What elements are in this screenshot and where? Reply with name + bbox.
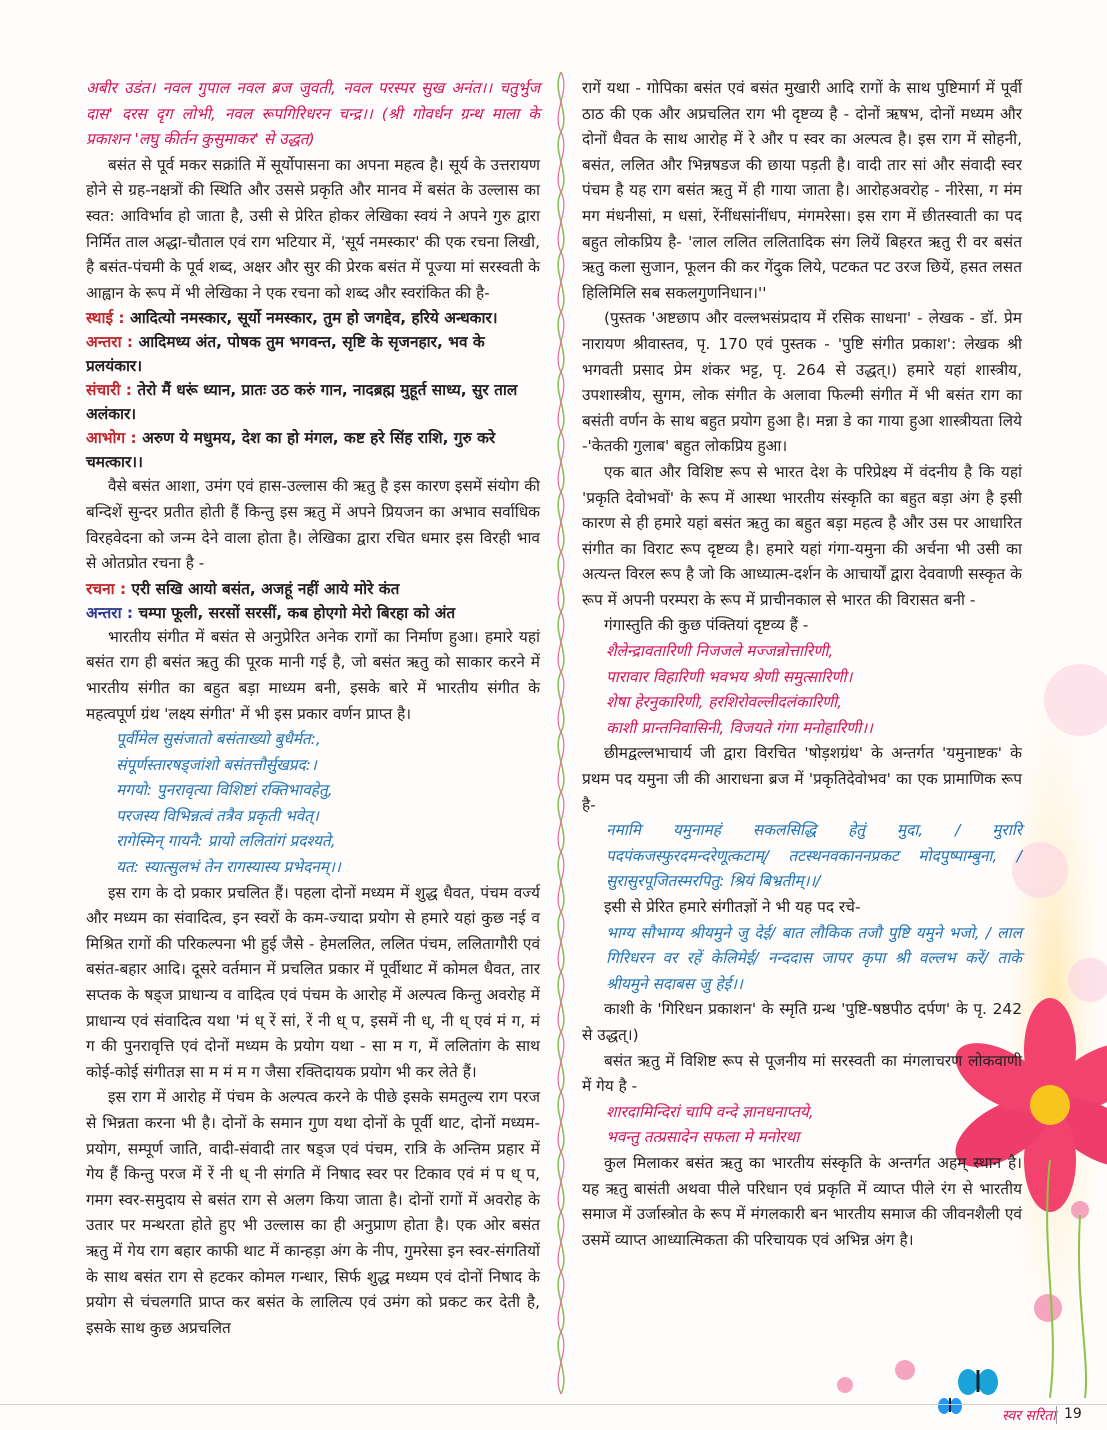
footer-rule bbox=[0, 1404, 1107, 1405]
paragraph: बसंत ऋतु में विशिष्ट रूप से पूजनीय मां सरस्वती का मंगलाचरण लोकवाणी में गेय है - bbox=[582, 1051, 1022, 1096]
saraswati-verse bbox=[582, 1100, 1022, 1151]
verse-line: भवन्तु तत्प्रसादेन सफला मे मनोरथा bbox=[606, 1128, 800, 1147]
composition-text: अरुण ये मधुमय, देश का हो मंगल, कष्ट हरे सिंह राशि, गुरु करे चमत्कार।। bbox=[86, 429, 496, 472]
verse-line: परजस्य विभिन्नत्वं तत्रैव प्रकृती भवेत्। bbox=[116, 806, 319, 825]
page-number: 19 bbox=[1064, 1406, 1082, 1422]
composition-text: एरी सखि आयो बसंत, अजहूं नहीं आये मोरे कंत bbox=[131, 579, 400, 598]
paragraph: रागें यथा - गोपिका बसंत एवं बसंत मुखारी आदि रागों के साथ पुष्टिमार्ग में पूर्वी ठाठ की एक और अप्रचलित राग भी दृष्टव्य है - दोनों ऋषभ, दोनों मध्यम और दोनों धैवत के साथ आरोह में रे और प स्वर का अल्पत्व है। इस राग में सोहनी, बसंत, ललित और भिन्नषडज की छाया पड़ती है। वादी तार सां और संवादी स्वर पंचम है यह राग बसंत ऋतु में ही गाया जाता है। आरोहअवरोह - नीरेसा, ग मंम मग मंधनीसां, म धसां, रेंनींधसांनींधप, मंगमरेसा। इस राग में छीतस्वाती का पद बहुत लोकप्रिय है- 'लाल ललित ललितादिक संग लियें बिहरत ऋतु री वर बसंत ऋतु कला सुजान, फूलन की कर गेंदुक लिये, पटकत पट उरज छियें, हसत लसत हिलिमिलि सब सकलगुणनिधान।'' bbox=[582, 79, 1022, 302]
sanskrit-verse bbox=[86, 727, 540, 881]
composition-surya-namaskar bbox=[86, 306, 540, 474]
composition-label: अन्तरा : bbox=[86, 333, 134, 352]
paragraph: बसंत से पूर्व मकर सक्रांति में सूर्योपासना का अपना महत्व है। सूर्य के उत्तरायण होने से ग्रह-नक्षत्रों की स्थिति और उससे प्रकृति और मानव में बसंत के उल्लास का स्वत: आविर्भाव हो जाता है, उसी से प्रेरित होकर लेखिका स्वयं ने अपने गुरु द्वारा निर्मित ताल अद्धा-चौताल एवं राग भटियार में, 'सूर्य नमस्कार' की एक रचना लिखी, है बसंत-पंचमी के पूर्व शब्द, अक्षर और सुर की प्रेरक बसंत में पूज्या मां सरस्वती के आह्वान के रूप में भी लेखिका ने एक रचना को शब्द और स्वरांकित की है- bbox=[86, 155, 540, 302]
verse-line: संपूर्णस्तारषड्जांशो बसंतत्तौर्सुखप्रद:। bbox=[116, 755, 317, 774]
verse-line: रागेस्मिन् गायनै: प्रायो ललितांगं प्रदश्यते, bbox=[116, 832, 336, 851]
left-column bbox=[86, 76, 540, 1341]
paragraph: (पुस्तक 'अष्टछाप और वल्लभसंप्रदाय में रसिक साधना' - लेखक - डॉ. प्रेम नारायण श्रीवास्तव, पृ. 170 एवं पुस्तक - 'पुष्टि संगीत प्रकाश': लेखक श्री भगवती प्रसाद प्रेम शंकर भट्ट, पृ. 264 से उद्धत्।) हमारे यहां शास्त्रीय, उपशास्त्रीय, सुगम, लोक संगीत के अलावा फिल्मी संगीत में भी बसंत राग का बसंती वर्णन के साथ बहुत प्रयोग हुआ है। मन्ना डे का गाया हुआ शास्त्रीयता लिये -'केतकी गुलाब' बहुत लोकप्रिय हुआ। bbox=[582, 309, 1022, 456]
verse-line: पारावार विहारिणी भवभय श्रेणी समुत्सारिणी। bbox=[606, 667, 853, 686]
verse-line: शैलेन्द्रावतारिणी निजजले मज्जन्नोत्तारिणी, bbox=[606, 642, 834, 661]
paragraph: कुल मिलाकर बसंत ऋतु का भारतीय संस्कृति के अन्तर्गत अहम् स्थान है। यह ऋतु बासंती अथवा पीले परिधान एवं प्रकृति में व्याप्त पीले रंग से भारतीय समाज में उर्जास्त्रोत के रूप में मंगलकारी बन भारतीय समाज की जीवनशैली एवं उसमें व्याप्त आध्यात्मिकता की परिचायक एवं अभिन्न अंग है। bbox=[582, 1153, 1022, 1249]
paragraph: वैसे बसंत आशा, उमंग एवं हास-उल्लास की ऋतु है इस कारण इसमें संयोग की बन्दिशें सुन्दर प्रतीत होती हैं किन्तु इस ऋतु में अपने प्रियजन का अभाव सर्वाधिक विरहवेदना को जन्म देने वाला होता है। लेखिका द्वारा रचित धमार इस विरही भाव से ओतप्रोत रचना है - bbox=[86, 477, 540, 573]
verse-line: काशी प्रान्तनिवासिनी, विजयते गंगा मनोहारिणी।। bbox=[606, 718, 873, 737]
composition-text: आदित्यो नमस्कार, सूर्यो नमस्कार, तुम हो जगद्देव, हरिये अन्धकार। bbox=[129, 309, 498, 328]
verse-line: शारदामिन्दिरां चापि वन्दे ज्ञानधनाप्तये, bbox=[606, 1102, 814, 1121]
intro-verse: अबीर उडंत। नवल गुपाल नवल ब्रज जुवती, नवल परस्पर सुख अनंत।। चतुर्भुज दास' दरस दृग लोभी, नवल रूपगिरिधरन चन्द्र।। (श्री गोवर्धन ग्रन्थ माला के प्रकाशन 'लघु कीर्तन कुसुमाकर' से उद्धत) bbox=[86, 79, 540, 149]
pad-verse: भाग्य सौभाग्य श्रीयमुने जु देई/ बात लौकिक तजौ पुष्टि यमुने भजो, / लाल गिरिधरन वर रहें केलिमेई/ नन्ददास जापर कृपा श्री वल्लभ करें/ ताके श्रीयमुने सदाबस जु हेई।। bbox=[606, 923, 1022, 993]
composition-text: तेरो मैं धरूं ध्यान, प्रातः उठ करुं गान, नादब्रह्म मुहूर्त साध्य, सुर ताल अलंकार। bbox=[86, 381, 518, 424]
verse-line: यत: स्यात्सुलभं तेन रागस्यास्य प्रभेदनम्।। bbox=[116, 858, 341, 877]
composition-label: रचना : bbox=[86, 579, 127, 598]
composition-line bbox=[86, 601, 540, 625]
composition-text: आदिमध्य अंत, पोषक तुम भगवन्त, सृष्टि के सृजनहार, भव के प्रलयंकार। bbox=[86, 333, 485, 376]
paragraph: गंगास्तुति की कुछ पंक्तियां दृष्टव्य हैं - bbox=[604, 616, 809, 635]
composition-text: चम्पा फूली, सरसों सरसीं, कब होएगो मेरो बिरहा को अंत bbox=[138, 603, 456, 622]
ganga-stuti-verse bbox=[582, 639, 1022, 741]
paragraph: इस राग के दो प्रकार प्रचलित हैं। पहला दोनों मध्यम में शुद्ध धैवत, पंचम वर्ज्य और मध्यम का संवादित्व, इन स्वरों के कम-ज्यादा प्रयोग से हमारे यहां कुछ नई व मिश्रित रागों की परिकल्पना भी हुई जैसे - हेमललित, ललित पंचम, ललितागौरी एवं बसंत-बहार आदि। दूसरे वर्तमान में प्रचलित प्रकार में पूर्वीथाट में कोमल धैवत, तार सप्तक के षड्ज प्राधान्य व वादित्व एवं पंचम के आरोह में अल्पत्व किन्तु अवरोह में प्राधान्य एवं संवादित्व यथा 'मं ध् रें सां, रें नी ध् प, इसमें नी ध्, नी ध् एवं मं ग, मं ग की पुनरावृत्ति एवं दोनों मध्यम के प्रयोग यथा - सा म ग, में ललितांग के साथ कोई-कोई संगीतज्ञ सा म मं म ग जैसा रक्तिदायक प्रयोग भी कर लेते हैं। bbox=[86, 883, 540, 1081]
paragraph: एक बात और विशिष्ट रूप से भारत देश के परिप्रेक्ष्य में वंदनीय है कि यहां 'प्रकृति देवोभवों' के रूप में आस्था भारतीय संस्कृति का बहुत बड़ा अंग है इसी कारण से ही हमारे यहां बसंत ऋतु का बहुत बड़ा महत्व है और उस पर आधारित संगीत का विराट रूप दृष्टव्य है। हमारे यहां गंगा-यमुना की अर्चना भी उसी का अत्यन्त विरल रूप है जो कि आध्यात्म-दर्शन के आचार्यों द्वारा देववाणी सस्कृत के रूप में अपनी परम्परा के रूप में प्राचीनकाल से भारत की विरासत बनी - bbox=[582, 462, 1022, 609]
composition-label: अन्तरा : bbox=[86, 603, 134, 622]
paragraph: इस राग में आरोह में पंचम के अल्पत्व करने के पीछे इसके समतुल्य राग परज से भिन्नता करना भी है। दोनों के समान गुण यथा दोनों के पूर्वी थाट, दोनों मध्यम-प्रयोग, सम्पूर्ण जाति, वादी-संवादी तार षड्ज एवं पंचम, रात्रि के अन्तिम प्रहार में गेय हैं किन्तु परज में रें नी ध् नी संगति में निषाद स्वर पर टिकाव एवं मं प ध् प, गमग स्वर-समुदाय से बसंत राग से अलग किया जाता है। दोनों रागों में अवरोह के उतार पर मन्थरता होते हुए भी उल्लास का ही अनुप्राण होता है। एक ओर बसंत ऋतु में गेय राग बहार काफी थाट में कान्हड़ा अंग के नीप, गुमरेसा इन स्वर-संगतियों के साथ बसंत राग से हटकर कोमल गन्धार, सिर्फ शुद्ध मध्यम एवं दोनों निषाद के प्रयोग से चंचलगति प्राप्त कर बसंत के लालित्य एवं उमंग को प्रकट कर देती है, इसके साथ कुछ अप्रचलित bbox=[86, 1088, 540, 1337]
composition-line bbox=[86, 330, 540, 378]
paragraph: इसी से प्रेरित हमारे संगीतज्ञों ने भी यह पद रचे- bbox=[604, 898, 861, 916]
paragraph: भारतीय संगीत में बसंत से अनुप्रेरित अनेक रागों का निर्माण हुआ। हमारे यहां बसंत राग ही बसंत ऋतु की पूरक मानी गई है, जो बसंत ऋतु को साकार करने में भारतीय संगीत का बहुत बड़ा माध्यम बनी, इसके बारे में भारतीय संगीत के महत्वपूर्ण ग्रंथ 'लक्ष्य संगीत' में भी इस प्रकार वर्णन प्राप्त है। bbox=[86, 627, 540, 723]
vine-divider bbox=[548, 72, 574, 1394]
right-column bbox=[582, 76, 1022, 1253]
page-footer bbox=[0, 1398, 1107, 1430]
composition-line bbox=[86, 577, 540, 601]
paragraph: काशी के 'गिरिधन प्रकाशन' के स्मृति ग्रन्थ 'पुष्टि-षष्ठपीठ दर्पण' के पृ. 242 से उद्धत्।) bbox=[582, 1000, 1022, 1044]
footer-separator bbox=[1056, 1406, 1057, 1424]
composition-label: संचारी : bbox=[86, 381, 132, 400]
composition-line bbox=[86, 426, 540, 474]
verse-line: पूर्वीमेल सुसंजातो बसंताख्यो बुधैर्मत:, bbox=[116, 730, 321, 749]
composition-line bbox=[86, 378, 540, 426]
butterfly-icon bbox=[958, 1369, 998, 1395]
magazine-title: स्वर सरिता bbox=[1002, 1408, 1056, 1424]
verse-line: मगयो: पुनरावृत्या विशिष्टां रक्तिभावहेतु, bbox=[116, 781, 333, 800]
yamunashtak-verse: नमामि यमुनामहं सकलसिद्धि हेतुं मुदा, / मुरारि पदपंकजस्फुरदमन्दरेणूत्कटाम्/ तटस्थनवकाननप्रकट मोदपुष्पाम्बुना, / सुरासुरपूजितस्मरपितु: श्रियं बिभ्रतीम्।।/ bbox=[606, 821, 1022, 891]
composition-line bbox=[86, 306, 540, 330]
composition-dhamar bbox=[86, 577, 540, 625]
composition-label: आभोग : bbox=[86, 429, 137, 448]
verse-line: शेषा हेरनुकारिणी, हरशिरोवल्लीदलंकारिणी, bbox=[606, 693, 843, 712]
paragraph: छीमद्वल्लभाचार्य जी द्वारा विरचित 'षोड़शग्रंथ' के अन्तर्गत 'यमुनाष्टक' के प्रथम पद यमुना जी की आराधना ब्रज में 'प्रकृतिदेवोभव' का एक प्रामाणिक रूप है- bbox=[582, 744, 1022, 814]
composition-label: स्थाई : bbox=[86, 309, 125, 328]
